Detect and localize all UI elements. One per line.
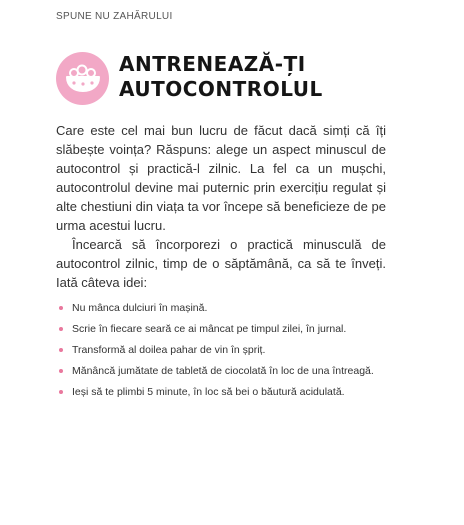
bullet-dot xyxy=(59,390,63,394)
list-item xyxy=(56,322,386,337)
list-item xyxy=(56,385,386,400)
list-item-text: Scrie în fiecare seară ce ai mâncat pe timpul zilei, în jurnal. xyxy=(72,323,347,335)
section-title xyxy=(119,52,323,102)
paragraph: Încearcă să încorporezi o practică minusculă de autocontrol zilnic, timp de o săptămână, ca să te înveți. Iată câteva idei: xyxy=(56,237,386,290)
bullet-dot xyxy=(59,306,63,310)
list-item-text: Transformă al doilea pahar de vin în șpriț. xyxy=(72,344,266,356)
list-item-text: Nu mânca dulciuri în mașină. xyxy=(72,302,208,314)
body-text xyxy=(56,121,386,292)
running-head: SPUNE NU ZAHĂRULUI xyxy=(56,11,173,22)
section-badge xyxy=(56,52,109,105)
bullet-dot xyxy=(59,348,63,352)
paragraph: Care este cel mai bun lucru de făcut dacă simți că îți slăbește voința? Răspuns: alege un aspect minuscul de autocontrol și practică-l zilnic. La fel ca un mușchi, autocontrolul devine mai puternic prin exercițiu regulat și alte chestiuni din viața ta vor începe să beneficieze de pe urma acestui lucru. xyxy=(56,123,386,233)
list-item xyxy=(56,301,386,316)
dessert-bowl-icon xyxy=(63,63,103,95)
list-item-text: Ieși să te plimbi 5 minute, în loc să bei o băutură acidulată. xyxy=(72,386,345,398)
bullet-dot xyxy=(59,369,63,373)
title-line-1: ANTRENEAZĂ-ȚI xyxy=(119,52,306,76)
ideas-list xyxy=(56,301,386,406)
list-item-text: Mănâncă jumătate de tabletă de ciocolată în loc de una întreagă. xyxy=(72,365,374,377)
list-item xyxy=(56,364,386,379)
list-item xyxy=(56,343,386,358)
title-line-2: AUTOCONTROLUL xyxy=(119,77,323,101)
bullet-dot xyxy=(59,327,63,331)
